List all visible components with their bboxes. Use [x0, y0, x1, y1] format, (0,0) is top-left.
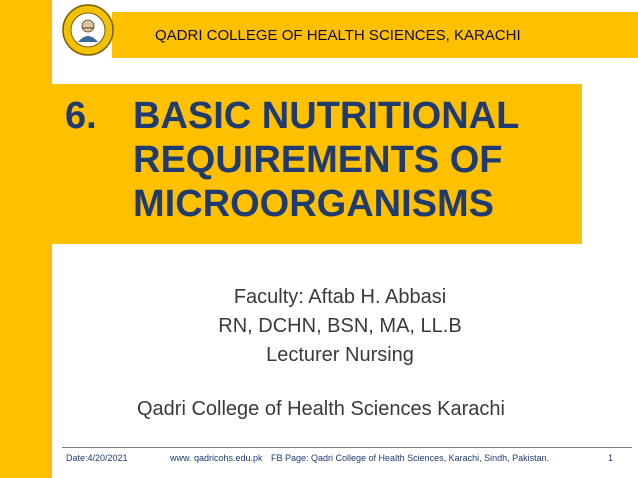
footer-divider [62, 447, 632, 448]
faculty-qualifications: RN, DCHN, BSN, MA, LL.B [218, 315, 462, 337]
slide-title [133, 94, 519, 226]
faculty-info [160, 283, 520, 370]
footer-date: Date:4/20/2021 [66, 453, 128, 463]
faculty-role: Lecturer Nursing [266, 344, 414, 366]
left-accent-bar [0, 0, 52, 478]
college-name: Qadri College of Health Sciences Karachi [137, 398, 505, 420]
footer-fb-page: FB Page: Qadri College of Health Sciences, Karachi, Sindh, Pakistan. [271, 453, 550, 463]
title-line: MICROORGANISMS [133, 183, 494, 225]
college-logo [62, 4, 114, 56]
title-line: REQUIREMENTS OF [133, 139, 503, 181]
slide-number-title: 6. [65, 95, 97, 137]
footer-website: www. qadricohs.edu.pk [170, 453, 263, 463]
footer-page-number: 1 [608, 453, 614, 463]
faculty-name: Faculty: Aftab H. Abbasi [233, 286, 447, 308]
institution-header: QADRI COLLEGE OF HEALTH SCIENCES, KARACHI [155, 27, 521, 44]
title-line: BASIC NUTRITIONAL [133, 95, 520, 137]
